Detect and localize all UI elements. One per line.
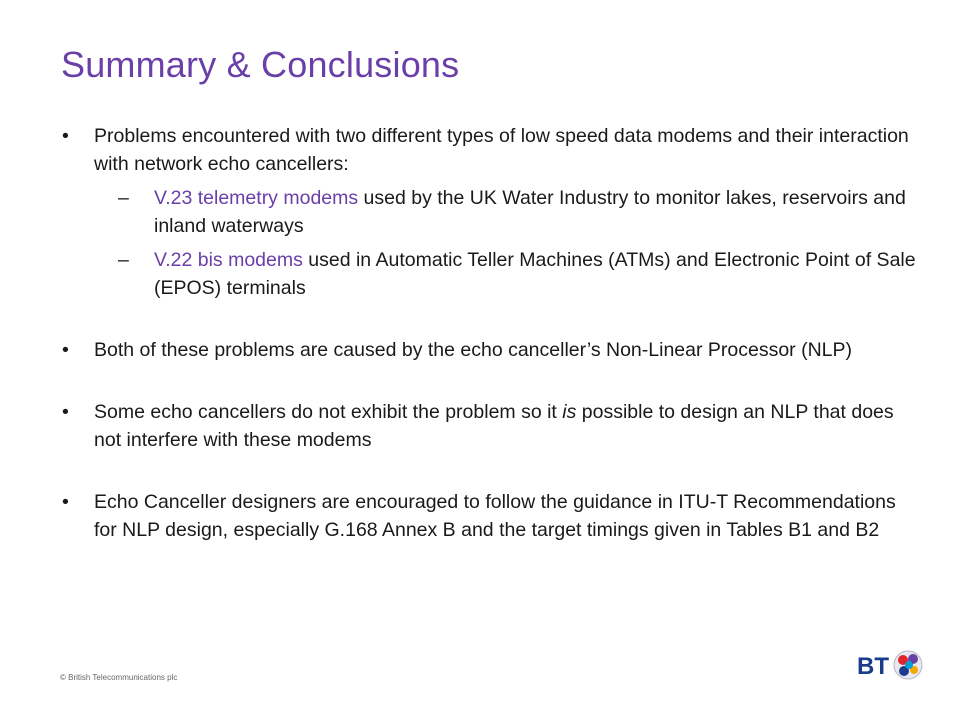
bullet-text-post: possible to design an NLP that does not interfere with these modems <box>94 401 894 451</box>
bt-piper-logo-icon <box>855 646 925 684</box>
bullet-text: Echo Canceller designers are encouraged to follow the guidance in ITU-T Recommendations for NLP design, especially G.168 Annex B and the target timings given in Tables B1 and B2 <box>94 491 896 541</box>
copyright-footer: © British Telecommunications plc <box>60 673 178 682</box>
bullet-text-italic: is <box>562 401 577 423</box>
bullet-item <box>60 398 920 454</box>
bullet-text-pre: Some echo cancellers do not exhibit the problem so it <box>94 401 563 423</box>
bullet-item <box>60 488 920 544</box>
bullet-marker: • <box>62 401 69 423</box>
bullet-item <box>60 336 920 364</box>
logo-text: BT <box>857 653 889 680</box>
sub-bullet-highlight: V.23 telemetry modems <box>154 187 359 209</box>
sub-bullet-item <box>60 246 920 302</box>
sub-bullet-item <box>60 184 920 240</box>
sub-bullet-highlight: V.22 bis modems <box>154 249 303 271</box>
bullet-text: Problems encountered with two different types of low speed data modems and their interaction with network echo cancellers: <box>94 125 909 175</box>
bullet-item <box>60 122 920 178</box>
bullet-marker: • <box>62 491 69 513</box>
bullet-marker: • <box>62 339 69 361</box>
bullet-text: Both of these problems are caused by the echo canceller’s Non-Linear Processor (NLP) <box>94 339 853 361</box>
sub-bullet-marker: – <box>118 249 129 271</box>
bullet-marker: • <box>62 125 69 147</box>
slide-body <box>60 122 920 544</box>
sub-bullet-text: used by the UK Water Industry to monitor lakes, reservoirs and inland waterways <box>154 187 906 237</box>
slide-title: Summary & Conclusions <box>61 44 460 85</box>
sub-bullet-text: used in Automatic Teller Machines (ATMs) and Electronic Point of Sale (EPOS) terminals <box>154 249 916 299</box>
sub-bullet-marker: – <box>118 187 129 209</box>
